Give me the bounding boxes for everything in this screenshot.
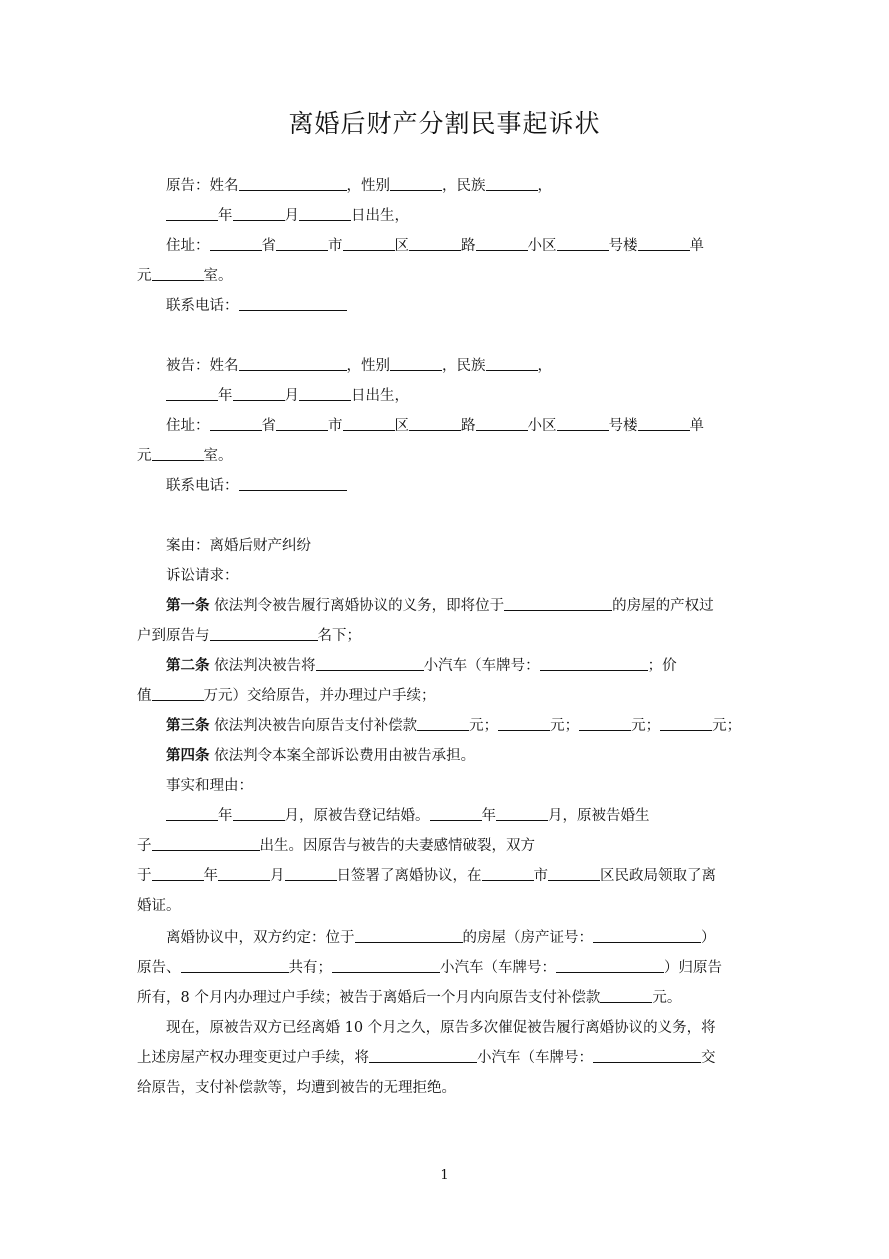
facts-p3-line-3: 给原告，支付补偿款等，均遭到被告的无理拒绝。 bbox=[137, 1080, 456, 1096]
facts-p2-i: 元。 bbox=[652, 990, 682, 1006]
defendant-address-line bbox=[166, 416, 704, 436]
facts-label: 事实和理由： bbox=[166, 778, 253, 794]
facts-child: 子 bbox=[137, 838, 152, 854]
facts-p2-d: 原告、 bbox=[137, 960, 181, 976]
claim-2-car-blank[interactable] bbox=[316, 656, 424, 671]
plaintiff-province-label: 省 bbox=[261, 238, 276, 254]
claim-4-text: 依法判令本案全部诉讼费用由被告承担。 bbox=[214, 748, 476, 764]
facts-at: 于 bbox=[137, 868, 152, 884]
defendant-unit-label-cont: 元 bbox=[137, 448, 152, 464]
divorce-month-blank[interactable] bbox=[218, 866, 270, 881]
plaintiff-month-label: 月 bbox=[284, 208, 299, 224]
plaintiff-road-blank[interactable] bbox=[409, 236, 461, 251]
plaintiff-gender-label: ，性别 bbox=[346, 178, 390, 194]
plaintiff-phone-label: 联系电话： bbox=[166, 298, 239, 314]
defendant-city-label: 市 bbox=[328, 418, 343, 434]
facts-p3-line-1: 现在，原被告双方已经离婚 10 个月之久，原告多次催促被告履行离婚协议的义务，将 bbox=[166, 1020, 716, 1036]
claim-3-unit-1: 元； bbox=[469, 718, 499, 734]
claim-1-line-2 bbox=[137, 626, 361, 646]
co-owner-blank[interactable] bbox=[181, 958, 289, 973]
agreement-house-blank[interactable] bbox=[355, 928, 463, 943]
claim-1-house-blank[interactable] bbox=[504, 596, 612, 611]
facts-city: 市 bbox=[533, 868, 548, 884]
defendant-district-blank[interactable] bbox=[343, 416, 395, 431]
plaintiff-born-label: 日出生， bbox=[351, 208, 409, 224]
plaintiff-road-label: 路 bbox=[461, 238, 476, 254]
claim-3-amount-3-blank[interactable] bbox=[579, 716, 631, 731]
page-title: 离婚后财产分割民事起诉状 bbox=[288, 109, 601, 138]
facts-p1-line-4: 婚证。 bbox=[137, 898, 181, 914]
defendant-month-label: 月 bbox=[284, 388, 299, 404]
defendant-building-label: 号楼 bbox=[608, 418, 638, 434]
claim-3-unit-4: 元； bbox=[712, 718, 742, 734]
facts-p3-c: 小汽车（车牌号： bbox=[477, 1050, 593, 1066]
claim-3-text: 依法判决被告向原告支付补偿款 bbox=[214, 718, 418, 734]
claim-3-unit-2: 元； bbox=[550, 718, 580, 734]
facts-p2-line-2 bbox=[137, 958, 722, 978]
claims-label: 诉讼请求： bbox=[166, 568, 239, 584]
defendant-name-label: 被告：姓名 bbox=[166, 358, 239, 374]
facts-p2-e: 共有； bbox=[288, 960, 332, 976]
defendant-gender-blank[interactable] bbox=[390, 356, 442, 371]
facts-p2-f: 小汽车（车牌号： bbox=[440, 960, 556, 976]
claim-1-heading: 第一条 bbox=[166, 597, 210, 614]
plaintiff-city-label: 市 bbox=[328, 238, 343, 254]
facts-p2-line-1 bbox=[166, 928, 716, 948]
plaintiff-birth-day-blank[interactable] bbox=[299, 206, 351, 221]
claim-3-heading: 第三条 bbox=[166, 717, 210, 734]
defendant-unit-label: 单 bbox=[689, 418, 704, 434]
defendant-gender-label: ，性别 bbox=[346, 358, 390, 374]
divorce-day-blank[interactable] bbox=[285, 866, 337, 881]
facts-month-2: 月，原被告婚生 bbox=[548, 808, 650, 824]
claim-3-amount-2-blank[interactable] bbox=[498, 716, 550, 731]
facts-p1-line-2 bbox=[137, 836, 535, 856]
defendant-birth-year-blank[interactable] bbox=[166, 386, 218, 401]
facts-p1-line-1 bbox=[166, 806, 650, 826]
agreement-plate-blank[interactable] bbox=[556, 958, 664, 973]
facts-month-3: 月 bbox=[270, 868, 285, 884]
plaintiff-unit-blank[interactable] bbox=[638, 236, 690, 251]
plaintiff-ethnicity-label: ，民族 bbox=[442, 178, 486, 194]
claim-1-text: 依法判令被告履行离婚协议的义务，即将位于 bbox=[214, 598, 505, 614]
plaintiff-room-label: 室。 bbox=[203, 268, 233, 284]
marriage-month-blank[interactable] bbox=[233, 806, 285, 821]
bureau-city-blank[interactable] bbox=[482, 866, 534, 881]
plaintiff-building-label: 号楼 bbox=[608, 238, 638, 254]
plaintiff-unit-label: 单 bbox=[689, 238, 704, 254]
facts-born: 出生。因原告与被告的夫妻感情破裂，双方 bbox=[259, 838, 535, 854]
defendant-road-blank[interactable] bbox=[409, 416, 461, 431]
claim-4-line bbox=[166, 746, 475, 766]
defendant-name-line bbox=[166, 356, 552, 376]
claim-1-text-d: 名下； bbox=[317, 628, 361, 644]
defendant-room-blank[interactable] bbox=[152, 446, 204, 461]
plaintiff-city-blank[interactable] bbox=[276, 236, 328, 251]
compensation-blank[interactable] bbox=[600, 988, 652, 1003]
facts-p2-g: ）归原告 bbox=[664, 960, 722, 976]
facts-p2-h: 所有，8 个月内办理过户手续；被告于离婚后一个月内向原告支付补偿款 bbox=[137, 990, 601, 1006]
plaintiff-address-line bbox=[166, 236, 704, 256]
claim-1-line bbox=[166, 596, 714, 616]
facts-p1-line-3 bbox=[137, 866, 716, 886]
facts-p3-line-2 bbox=[137, 1048, 716, 1068]
plaintiff-unit-label-cont: 元 bbox=[137, 268, 152, 284]
plaintiff-name-line bbox=[166, 176, 552, 196]
refused-car-blank[interactable] bbox=[369, 1048, 477, 1063]
defendant-community-blank[interactable] bbox=[476, 416, 528, 431]
claim-2-value-blank[interactable] bbox=[152, 686, 204, 701]
claim-2-plate-blank[interactable] bbox=[540, 656, 648, 671]
plaintiff-district-blank[interactable] bbox=[343, 236, 395, 251]
plaintiff-community-label: 小区 bbox=[527, 238, 557, 254]
defendant-room-label: 室。 bbox=[203, 448, 233, 464]
case-cause: 案由：离婚后财产纠纷 bbox=[166, 538, 311, 554]
facts-p2-line-3 bbox=[137, 988, 681, 1008]
marriage-year-blank[interactable] bbox=[166, 806, 218, 821]
defendant-road-label: 路 bbox=[461, 418, 476, 434]
defendant-province-blank[interactable] bbox=[210, 416, 262, 431]
plaintiff-birth-year-blank[interactable] bbox=[166, 206, 218, 221]
child-year-blank[interactable] bbox=[430, 806, 482, 821]
plaintiff-ethnicity-blank[interactable] bbox=[486, 176, 538, 191]
facts-p3-d: 交 bbox=[701, 1050, 716, 1066]
page-number: 1 bbox=[440, 1168, 449, 1183]
plaintiff-phone-line bbox=[166, 296, 347, 316]
plaintiff-name-blank[interactable] bbox=[239, 176, 347, 191]
facts-year-1: 年 bbox=[218, 808, 233, 824]
facts-p2-b: 的房屋（房产证号： bbox=[462, 930, 593, 946]
facts-year-3: 年 bbox=[203, 868, 218, 884]
plaintiff-building-blank[interactable] bbox=[557, 236, 609, 251]
defendant-ethnicity-blank[interactable] bbox=[486, 356, 538, 371]
facts-p2-a: 离婚协议中，双方约定：位于 bbox=[166, 930, 355, 946]
plaintiff-comma: ， bbox=[537, 178, 552, 194]
bureau-district-blank[interactable] bbox=[548, 866, 600, 881]
claim-2-heading: 第二条 bbox=[166, 657, 210, 674]
claim-2-text-c: ；价 bbox=[647, 658, 677, 674]
defendant-address-label: 住址： bbox=[166, 418, 210, 434]
defendant-phone-label: 联系电话： bbox=[166, 478, 239, 494]
plaintiff-name-label: 原告：姓名 bbox=[166, 178, 239, 194]
claim-3-unit-3: 元； bbox=[631, 718, 661, 734]
plaintiff-room-line bbox=[137, 266, 233, 286]
claim-2-text-e: 万元）交给原告，并办理过户手续； bbox=[203, 688, 436, 704]
defendant-ethnicity-label: ，民族 bbox=[442, 358, 486, 374]
property-cert-blank[interactable] bbox=[593, 928, 701, 943]
claim-3-line bbox=[166, 716, 741, 736]
facts-bureau: 区民政局领取了离 bbox=[600, 868, 716, 884]
defendant-room-line bbox=[137, 446, 233, 466]
claim-3-amount-1-blank[interactable] bbox=[417, 716, 469, 731]
claim-2-line bbox=[166, 656, 677, 676]
facts-signed: 日签署了离婚协议，在 bbox=[336, 868, 482, 884]
facts-year-2: 年 bbox=[481, 808, 496, 824]
defendant-birth-day-blank[interactable] bbox=[299, 386, 351, 401]
defendant-city-blank[interactable] bbox=[276, 416, 328, 431]
defendant-unit-blank[interactable] bbox=[638, 416, 690, 431]
defendant-year-label: 年 bbox=[218, 388, 233, 404]
claim-2-text: 依法判决被告将 bbox=[214, 658, 316, 674]
plaintiff-birth-line bbox=[166, 206, 409, 226]
plaintiff-address-label: 住址： bbox=[166, 238, 210, 254]
plaintiff-birth-month-blank[interactable] bbox=[233, 206, 285, 221]
facts-p3-b: 上述房屋产权办理变更过户手续，将 bbox=[137, 1050, 369, 1066]
agreement-car-blank[interactable] bbox=[332, 958, 440, 973]
defendant-birth-line bbox=[166, 386, 409, 406]
child-month-blank[interactable] bbox=[496, 806, 548, 821]
defendant-phone-line bbox=[166, 476, 347, 496]
plaintiff-phone-blank[interactable] bbox=[239, 296, 347, 311]
claim-4-heading: 第四条 bbox=[166, 747, 210, 764]
defendant-building-blank[interactable] bbox=[557, 416, 609, 431]
plaintiff-district-label: 区 bbox=[394, 238, 409, 254]
claim-2-text-b: 小汽车（车牌号： bbox=[423, 658, 540, 674]
plaintiff-community-blank[interactable] bbox=[476, 236, 528, 251]
child-name-blank[interactable] bbox=[152, 836, 260, 851]
claim-2-line-2 bbox=[137, 686, 436, 706]
defendant-comma: ， bbox=[537, 358, 552, 374]
defendant-birth-month-blank[interactable] bbox=[233, 386, 285, 401]
defendant-district-label: 区 bbox=[394, 418, 409, 434]
plaintiff-year-label: 年 bbox=[218, 208, 233, 224]
defendant-community-label: 小区 bbox=[527, 418, 557, 434]
defendant-phone-blank[interactable] bbox=[239, 476, 347, 491]
facts-month-1: 月，原被告登记结婚。 bbox=[284, 808, 430, 824]
claim-3-amount-4-blank[interactable] bbox=[660, 716, 712, 731]
plaintiff-room-blank[interactable] bbox=[152, 266, 204, 281]
defendant-born-label: 日出生， bbox=[351, 388, 409, 404]
claim-1-text-b: 的房屋的产权过 bbox=[612, 598, 714, 614]
refused-plate-blank[interactable] bbox=[593, 1048, 701, 1063]
plaintiff-province-blank[interactable] bbox=[210, 236, 262, 251]
defendant-name-blank[interactable] bbox=[239, 356, 347, 371]
divorce-year-blank[interactable] bbox=[152, 866, 204, 881]
claim-2-text-d: 值 bbox=[137, 688, 152, 704]
claim-1-text-c: 户到原告与 bbox=[137, 628, 210, 644]
facts-p2-c: ） bbox=[701, 930, 716, 946]
plaintiff-gender-blank[interactable] bbox=[390, 176, 442, 191]
defendant-province-label: 省 bbox=[261, 418, 276, 434]
claim-1-name-blank[interactable] bbox=[210, 626, 318, 641]
